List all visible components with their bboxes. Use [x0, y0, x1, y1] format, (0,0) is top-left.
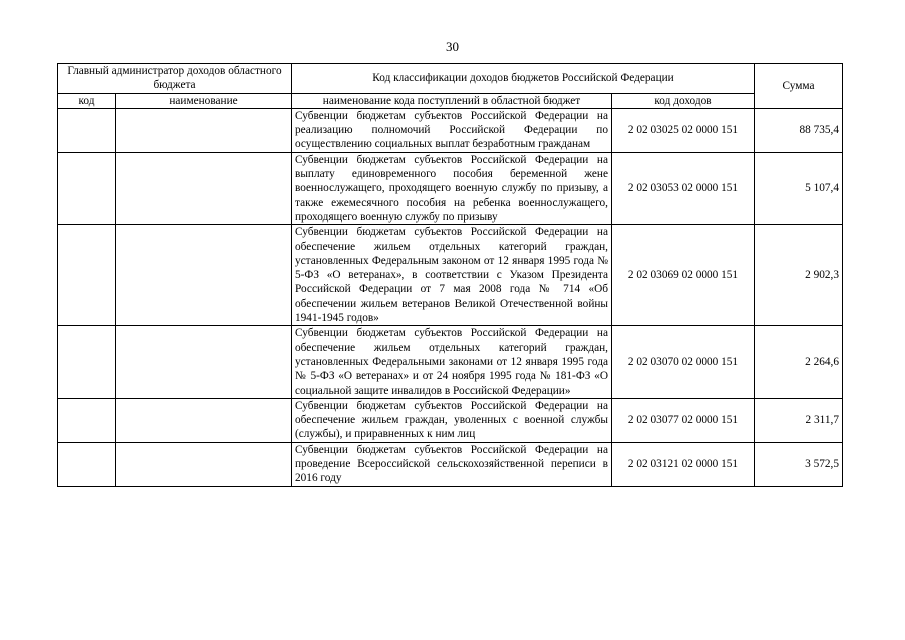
admin-code-cell: [58, 398, 116, 442]
income-name-cell: Субвенции бюджетам субъектов Российской Федерации на выплату единовременного пособия беременной жене военнослужащего, проходящего военную службу по призыву, а также ежемесячного пособия на ребенка военнослужащего, проходящего военную службу по призыву: [292, 152, 612, 224]
admin-name-cell: [116, 225, 292, 326]
admin-code-cell: [58, 225, 116, 326]
sum-cell: 2 264,6: [755, 326, 843, 398]
admin-code-cell: [58, 152, 116, 224]
income-name-header: наименование кода поступлений в областной бюджет: [292, 93, 612, 108]
income-code-cell: 2 02 03077 02 0000 151: [612, 398, 755, 442]
table-row: [58, 442, 843, 486]
admin-group-header: Главный администратор доходов областного бюджета: [58, 64, 292, 94]
page-number: 30: [446, 39, 459, 54]
code-header: код: [58, 93, 116, 108]
admin-code-cell: [58, 326, 116, 398]
sum-cell: 88 735,4: [755, 108, 843, 152]
table-row: [58, 225, 843, 326]
income-name-cell: Субвенции бюджетам субъектов Российской Федерации на проведение Всероссийской сельскохозяйственной переписи в 2016 году: [292, 442, 612, 486]
sum-cell: 2 311,7: [755, 398, 843, 442]
name-header: наименование: [116, 93, 292, 108]
admin-name-cell: [116, 442, 292, 486]
admin-code-cell: [58, 108, 116, 152]
table-row: [58, 326, 843, 398]
admin-name-cell: [116, 398, 292, 442]
admin-name-cell: [116, 326, 292, 398]
income-code-cell: 2 02 03053 02 0000 151: [612, 152, 755, 224]
sum-header: Сумма: [755, 64, 843, 109]
classification-group-header: Код классификации доходов бюджетов Российской Федерации: [292, 64, 755, 94]
sum-cell: 2 902,3: [755, 225, 843, 326]
income-name-cell: Субвенции бюджетам субъектов Российской Федерации на обеспечение жильем отдельных категорий граждан, установленных Федеральным законом от 12 января 1995 года № 5-ФЗ «О ветеранах», в соответствии с Указом Президента Российской Федерации от 7 мая 2008 года № 714 «Об обеспечении жильем ветеранов Великой Отечественной войны 1941-1945 годов»: [292, 225, 612, 326]
income-code-cell: 2 02 03025 02 0000 151: [612, 108, 755, 152]
admin-code-cell: [58, 442, 116, 486]
table-row: [58, 108, 843, 152]
table-row: [58, 398, 843, 442]
income-name-cell: Субвенции бюджетам субъектов Российской Федерации на обеспечение жильем граждан, уволенных с военной службы (службы), и приравненных к ним лиц: [292, 398, 612, 442]
income-name-cell: Субвенции бюджетам субъектов Российской Федерации на реализацию полномочий Российской Федерации по осуществлению социальных выплат безработным гражданам: [292, 108, 612, 152]
income-code-cell: 2 02 03121 02 0000 151: [612, 442, 755, 486]
income-code-cell: 2 02 03070 02 0000 151: [612, 326, 755, 398]
budget-income-table: [57, 63, 843, 487]
admin-name-cell: [116, 152, 292, 224]
income-name-cell: Субвенции бюджетам субъектов Российской Федерации на обеспечение жильем отдельных категорий граждан, установленных Федеральными законами от 12 января 1995 года № 5-ФЗ «О ветеранах» и от 24 ноября 1995 года № 181-ФЗ «О социальной защите инвалидов в Российской Федерации»: [292, 326, 612, 398]
sum-cell: 5 107,4: [755, 152, 843, 224]
admin-name-cell: [116, 108, 292, 152]
income-code-header: код доходов: [612, 93, 755, 108]
income-code-cell: 2 02 03069 02 0000 151: [612, 225, 755, 326]
table-row: [58, 152, 843, 224]
sum-cell: 3 572,5: [755, 442, 843, 486]
